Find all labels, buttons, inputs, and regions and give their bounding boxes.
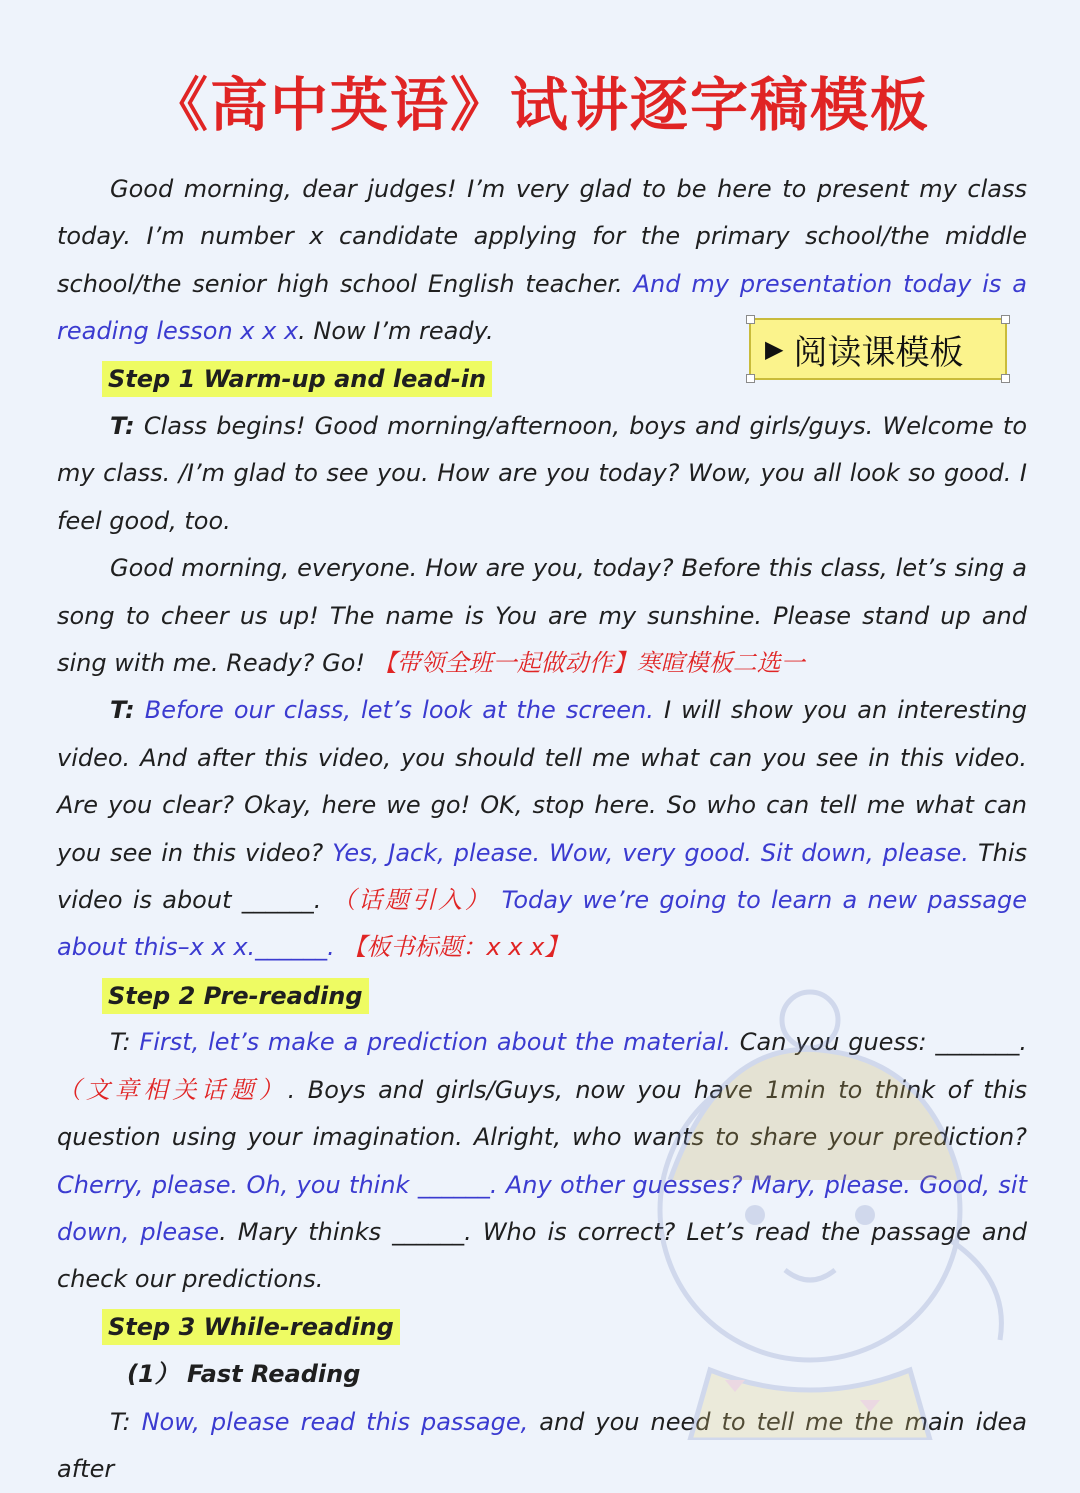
- blue-text: Yes, Jack, please. Wow, very good. Sit down, please.: [332, 838, 969, 867]
- step3-row: [57, 1304, 1027, 1351]
- step3-heading: Step 3 While-reading: [102, 1309, 400, 1345]
- paragraph-text: Can you guess: _______.: [730, 1028, 1028, 1057]
- teacher-label: T:: [110, 696, 135, 725]
- blue-text: Today we’re going to learn a new passage about this–x x x.______.: [57, 886, 1027, 962]
- red-note: （文章相关话题）: [57, 1075, 288, 1104]
- red-note: 【带领全班一起做动作】寒暄模板二选一: [372, 649, 805, 678]
- paragraph-text: I will show you an interesting video. And after this video, you should tell me what can you see in this video. Are you clear? Okay, here we go! OK, stop here. So who can tell me what can you see in this video?: [57, 696, 1027, 867]
- teacher-label: T:: [110, 412, 135, 441]
- paragraph-text: . Boys and girls/Guys, now you have 1min to think of this question using your imagination. Alright, who wants to share your prediction?: [57, 1075, 1028, 1152]
- step2-heading: Step 2 Pre-reading: [102, 978, 369, 1014]
- step2-row: [57, 972, 1027, 1019]
- intro-ready-text: . Now I’m ready.: [298, 317, 494, 346]
- paragraph-text: Class begins! Good morning/afternoon, boys and girls/guys. Welcome to my class. /I’m glad to see you. How are you today? Wow, you all look so good. I feel good, too.: [57, 412, 1027, 535]
- fast-reading-heading: (1） Fast Reading: [127, 1360, 361, 1389]
- paragraph-text: This video is about ______.: [57, 838, 1028, 915]
- step1-paragraph-3: [57, 687, 1027, 971]
- step3-paragraph: [57, 1399, 1027, 1493]
- intro-text: Good morning, dear judges! I’m very glad to be here to present my class today. I’m number x candidate applying for the primary school/the middle school/the senior high school English teacher.: [57, 175, 1027, 298]
- step1-paragraph-2: [57, 545, 1027, 687]
- step1-heading: Step 1 Warm-up and lead-in: [102, 361, 492, 397]
- blue-text: Cherry, please. Oh, you think ______. Any other guesses? Mary, please. Good, sit down, please: [57, 1170, 1027, 1246]
- intro-paragraph: [57, 166, 1027, 356]
- teacher-label: T:: [110, 1028, 140, 1057]
- blue-text: Now, please read this passage,: [141, 1407, 529, 1436]
- intro-lesson-text: And my presentation today is a reading lesson x x x: [57, 269, 1027, 346]
- blue-text: Before our class, let’s look at the screen.: [134, 696, 654, 725]
- step1-row: [57, 356, 1027, 403]
- tag-label: 阅读课模板: [793, 332, 964, 373]
- paragraph-text: and you need to tell me the main idea after: [57, 1407, 1028, 1483]
- paragraph-text: . Mary thinks ______. Who is correct? Let’s read the passage and check our predictions.: [57, 1217, 1027, 1294]
- page-title: 《高中英语》试讲逐字稿模板: [149, 71, 930, 139]
- teacher-label: T:: [110, 1407, 142, 1436]
- step1-paragraph-1: [57, 403, 1027, 545]
- blue-text: First, let’s make a prediction about the material.: [139, 1028, 731, 1057]
- red-note: 【板书标题：x x x】: [342, 933, 569, 962]
- paragraph-text: Good morning, everyone. How are you, today? Before this class, let’s sing a song to cheer us up! The name is You are my sunshine. Please stand up and sing with me. Ready? Go!: [57, 554, 1027, 678]
- play-triangle-icon: ▶: [765, 335, 784, 363]
- step2-paragraph: [57, 1019, 1027, 1303]
- red-note: （话题引入）: [331, 886, 492, 915]
- script-body: [57, 166, 1027, 1493]
